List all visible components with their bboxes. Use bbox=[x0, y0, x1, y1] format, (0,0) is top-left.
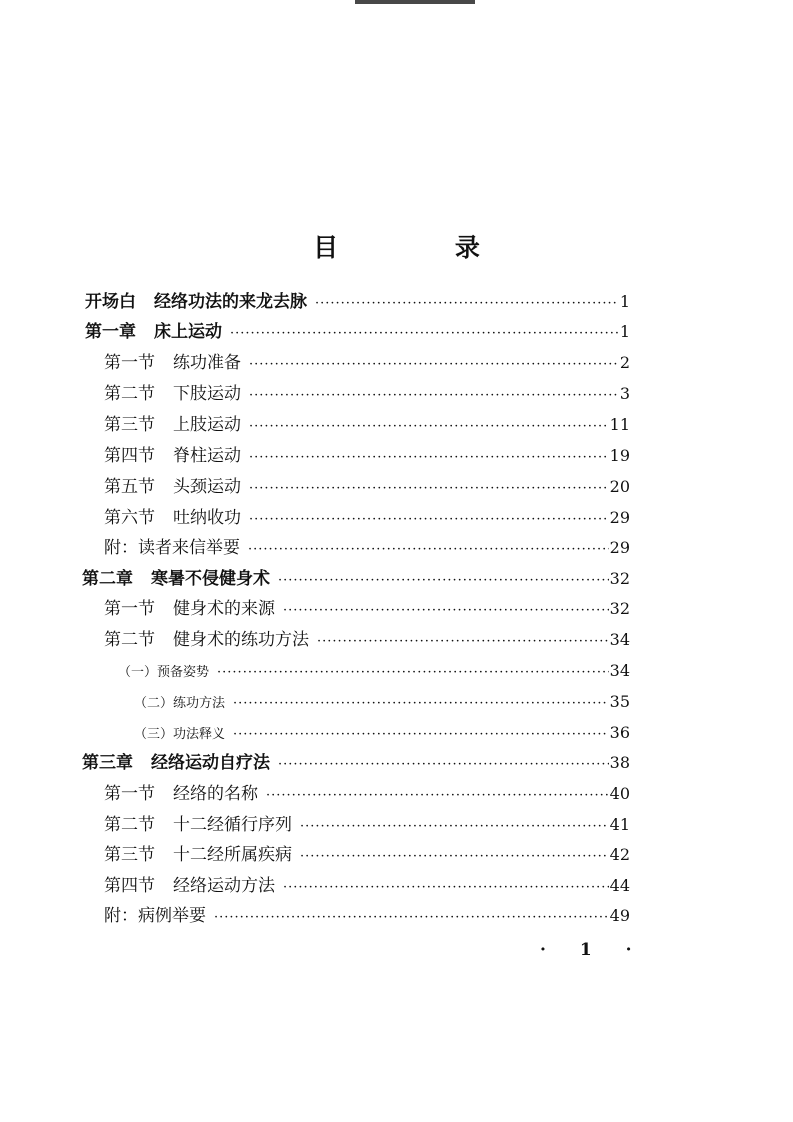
toc-entry-title: 十二经循行序列 bbox=[173, 815, 292, 835]
toc-entry-prefix: 第四节 bbox=[104, 876, 155, 896]
toc-leader-dots bbox=[266, 781, 609, 811]
page-number: · 1 · bbox=[540, 940, 646, 960]
toc-entry-page: 41 bbox=[609, 815, 630, 834]
toc-entry-prefix: 第三章 bbox=[82, 753, 133, 773]
toc-entry-title: 练功方法 bbox=[173, 696, 226, 711]
toc-entry-prefix: 第四节 bbox=[104, 446, 155, 466]
toc-leader-dots bbox=[249, 412, 609, 442]
toc-entry-title: 经络运动自疗法 bbox=[151, 753, 270, 773]
toc-leader-dots bbox=[249, 350, 619, 380]
toc-entry-title: 下肢运动 bbox=[173, 384, 241, 404]
toc-entry-page: 29 bbox=[609, 508, 630, 527]
toc-leader-dots bbox=[249, 381, 619, 411]
toc-leader-dots bbox=[230, 319, 619, 349]
toc-entry-title: 吐纳收功 bbox=[173, 508, 241, 528]
toc-entry-section[interactable] bbox=[104, 871, 630, 901]
toc-entry-section[interactable] bbox=[104, 810, 630, 840]
toc-leader-dots bbox=[278, 566, 609, 596]
toc-entry-page: 19 bbox=[609, 446, 630, 465]
toc-leader-dots bbox=[278, 750, 609, 780]
toc-entry-prefix: 第六节 bbox=[104, 508, 155, 528]
toc-entry-prefix: 第一节 bbox=[104, 353, 155, 373]
toc-entry-title: 经络的名称 bbox=[173, 784, 258, 804]
toc-entry-prefix: 第二节 bbox=[104, 630, 155, 650]
toc-entry-prefix: 第二节 bbox=[104, 384, 155, 404]
toc-entry-page: 32 bbox=[609, 569, 630, 588]
toc-entry-title: 预备姿势 bbox=[157, 665, 210, 680]
toc-entry-page: 34 bbox=[609, 630, 630, 649]
toc-leader-dots bbox=[300, 842, 609, 872]
toc-entry-section[interactable] bbox=[104, 779, 630, 809]
toc-entry-page: 44 bbox=[609, 876, 630, 895]
toc-entry-subsection[interactable] bbox=[134, 718, 630, 748]
toc-entry-title: 读者来信举要 bbox=[138, 538, 240, 558]
toc-entry-page: 3 bbox=[619, 384, 630, 403]
toc-entry-subsection[interactable] bbox=[134, 687, 630, 717]
toc-entry-appendix[interactable] bbox=[104, 901, 630, 931]
toc-entry-title: 头颈运动 bbox=[173, 477, 241, 497]
toc-entry-appendix[interactable] bbox=[104, 533, 630, 563]
toc-entry-prefix: 附： bbox=[104, 538, 138, 558]
toc-entry-page: 42 bbox=[609, 845, 630, 864]
toc-entry-page: 1 bbox=[619, 292, 630, 311]
toc-entry-page: 36 bbox=[609, 723, 630, 742]
toc-entry-title: 病例举要 bbox=[138, 906, 206, 926]
toc-entry-chapter-1[interactable] bbox=[85, 317, 630, 347]
toc-entry-page: 40 bbox=[609, 784, 630, 803]
toc-leader-dots bbox=[233, 689, 609, 719]
toc-entry-prefix: （二） bbox=[134, 696, 174, 711]
toc-leader-dots bbox=[217, 658, 609, 688]
toc-entry-section[interactable] bbox=[104, 379, 630, 409]
toc-entry-section[interactable] bbox=[104, 441, 630, 471]
toc-entry-page: 1 bbox=[619, 322, 630, 341]
toc-entry-page: 49 bbox=[609, 906, 630, 925]
toc-leader-dots bbox=[249, 505, 609, 535]
toc-entry-page: 11 bbox=[609, 415, 630, 434]
toc-entry-title: 功法释义 bbox=[173, 727, 226, 742]
toc-leader-dots bbox=[317, 627, 609, 657]
toc-leader-dots bbox=[233, 720, 609, 750]
toc-entry-title: 床上运动 bbox=[154, 322, 222, 342]
toc-leader-dots bbox=[315, 289, 619, 319]
toc-entry-section[interactable] bbox=[104, 503, 630, 533]
toc-leader-dots bbox=[249, 474, 609, 504]
toc-entry-title: 经络功法的来龙去脉 bbox=[154, 292, 307, 312]
toc-leader-dots bbox=[300, 812, 609, 842]
toc-entry-title: 健身术的练功方法 bbox=[173, 630, 309, 650]
toc-entry-page: 2 bbox=[619, 353, 630, 372]
toc-entry-section[interactable] bbox=[104, 410, 630, 440]
toc-entry-page: 34 bbox=[609, 661, 630, 680]
toc-entry-subsection[interactable] bbox=[118, 656, 630, 686]
toc-entry-chapter-3[interactable] bbox=[82, 748, 630, 778]
toc-leader-dots bbox=[283, 873, 609, 903]
toc-entry-title: 健身术的来源 bbox=[173, 599, 275, 619]
toc-leader-dots bbox=[283, 596, 609, 626]
toc-entry-prefix: （三） bbox=[134, 727, 174, 742]
toc-entry-prefix: 第三节 bbox=[104, 415, 155, 435]
toc-entry-section[interactable] bbox=[104, 594, 630, 624]
toc-entry-prefix: 附： bbox=[104, 906, 138, 926]
toc-entry-chapter-2[interactable] bbox=[82, 564, 630, 594]
toc-leader-dots bbox=[249, 443, 609, 473]
page-title: 目 录 bbox=[313, 233, 534, 262]
toc-entry-page: 35 bbox=[609, 692, 630, 711]
toc-entry-section[interactable] bbox=[104, 348, 630, 378]
toc-entry-prefix: 第一节 bbox=[104, 784, 155, 804]
toc-entry-section[interactable] bbox=[104, 840, 630, 870]
top-header-fragment bbox=[355, 0, 475, 4]
toc-entry-prefix: 第一节 bbox=[104, 599, 155, 619]
toc-entry-title: 上肢运动 bbox=[173, 415, 241, 435]
toc-entry-page: 32 bbox=[609, 599, 630, 618]
toc-leader-dots bbox=[248, 535, 609, 565]
toc-entry-prefix: 开场白 bbox=[85, 292, 136, 312]
toc-entry-prefix: 第二节 bbox=[104, 815, 155, 835]
toc-entry-page: 29 bbox=[609, 538, 630, 557]
toc-entry-prefix: （一） bbox=[118, 665, 158, 680]
toc-entry-prefix: 第五节 bbox=[104, 477, 155, 497]
toc-entry-page: 38 bbox=[609, 753, 630, 772]
toc-entry-prefix: 第一章 bbox=[85, 322, 136, 342]
toc-entry-prefix: 第二章 bbox=[82, 569, 133, 589]
toc-entry-prefix: 第三节 bbox=[104, 845, 155, 865]
toc-entry-page: 20 bbox=[609, 477, 630, 496]
toc-entry-section[interactable] bbox=[104, 472, 630, 502]
toc-entry-title: 寒暑不侵健身术 bbox=[151, 569, 270, 589]
toc-entry-title: 练功准备 bbox=[173, 353, 241, 373]
toc-entry-title: 经络运动方法 bbox=[173, 876, 275, 896]
toc-entry-opening[interactable] bbox=[85, 287, 630, 317]
toc-entry-title: 脊柱运动 bbox=[173, 446, 241, 466]
toc-entry-section[interactable] bbox=[104, 625, 630, 655]
toc-leader-dots bbox=[214, 903, 609, 933]
toc-entry-title: 十二经所属疾病 bbox=[173, 845, 292, 865]
